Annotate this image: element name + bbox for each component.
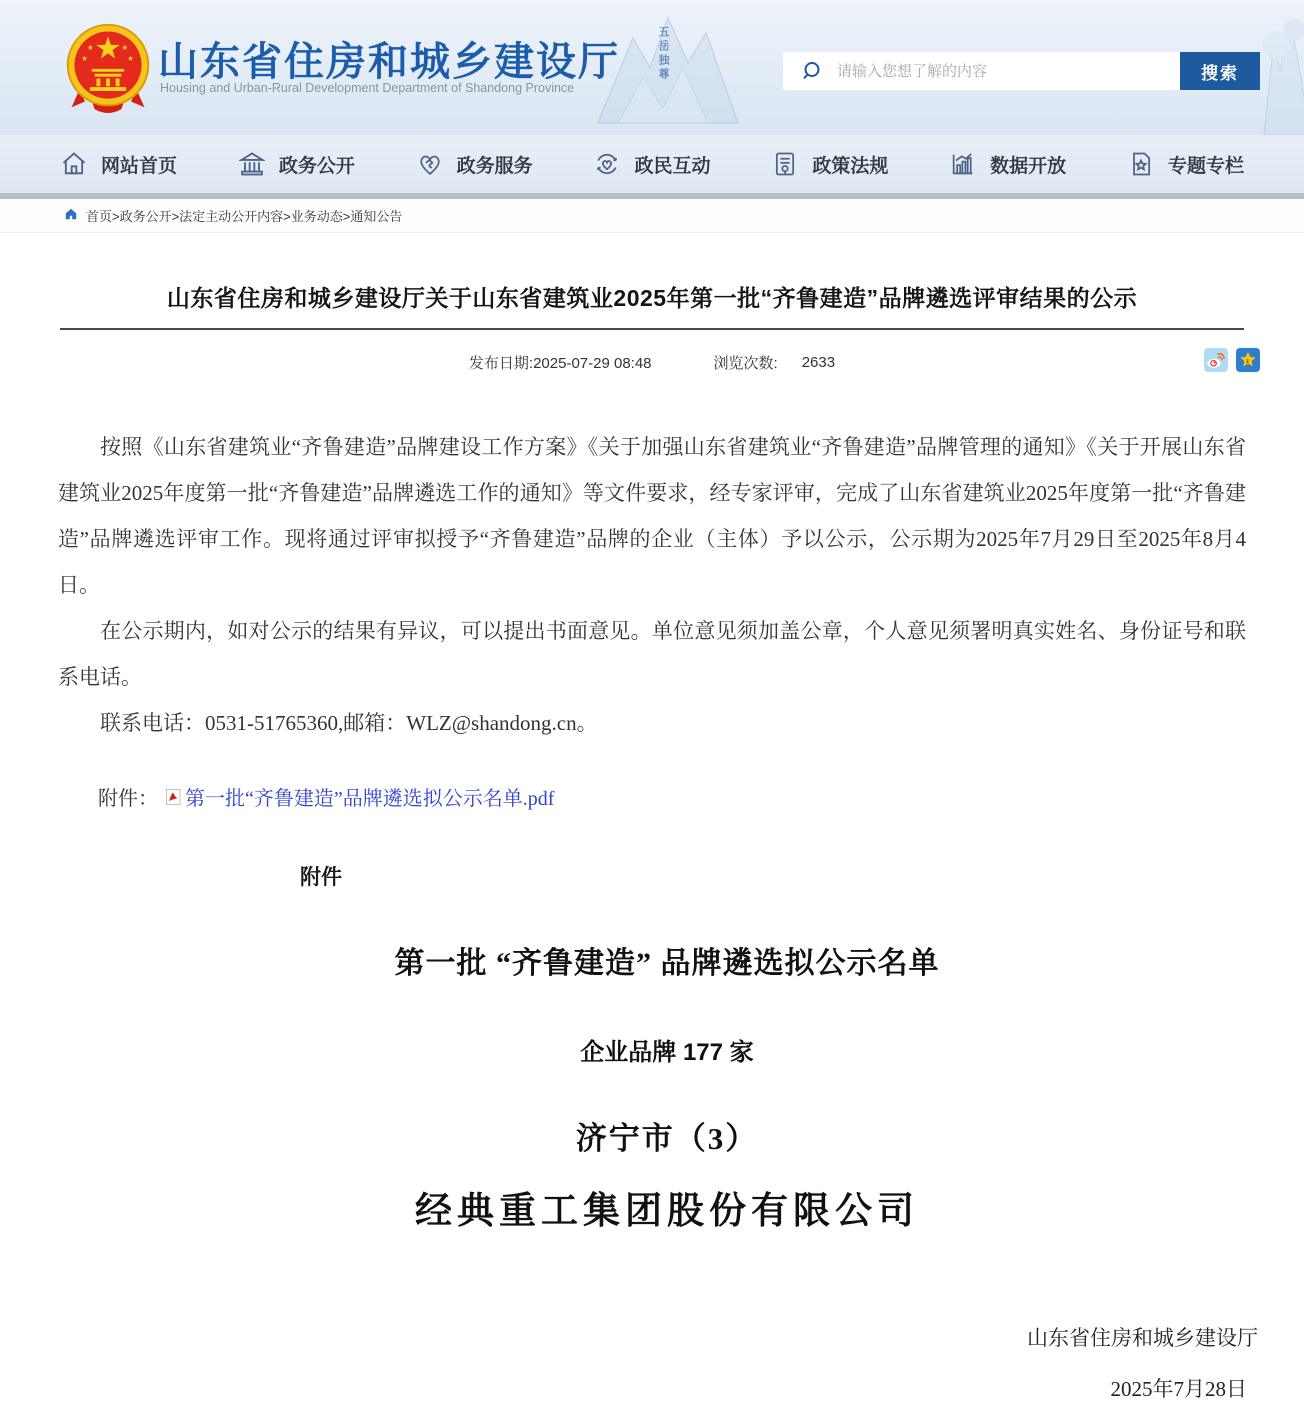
site-header [0, 0, 1304, 135]
attachment-label: 附件： [98, 788, 158, 810]
article-title: 山东省住房和城乡建设厅关于山东省建筑业2025年第一批“齐鲁建造”品牌遴选评审结果的公示 [166, 285, 1138, 311]
policy-document-icon [771, 150, 799, 178]
views-count: 2633 [801, 353, 836, 371]
paragraph: 联系电话：0531-51765360,邮箱：WLZ@shandong.cn。 [100, 711, 598, 735]
paragraph: 在公示期内，如对公示的结果有异议，可以提出书面意见。单位意见须加盖公章，个人意见须署明真实姓名、身份证号和联系电话。 [58, 619, 1246, 689]
qzone-share-icon[interactable] [1236, 348, 1260, 372]
search-input[interactable] [823, 52, 1180, 90]
svg-text:★: ★ [81, 54, 89, 64]
bar-chart-icon [949, 150, 977, 178]
search-bar [783, 52, 1260, 90]
nav-label: 政务服务 [456, 155, 533, 177]
breadcrumb-home-icon [64, 207, 78, 224]
nav-label: 网站首页 [101, 155, 178, 177]
breadcrumb [0, 199, 1304, 233]
preview-city-group: 济宁市（3） [575, 1121, 759, 1156]
nav-label: 政务公开 [278, 155, 355, 177]
svg-text:z: z [1246, 359, 1249, 365]
nav-label: 专题专栏 [1167, 155, 1244, 177]
search-icon [783, 60, 823, 82]
attachment-link[interactable]: 第一批“齐鲁建造”品牌遴选拟公示名单.pdf [185, 788, 555, 810]
site-title: 山东省住房和城乡建设厅 [158, 40, 620, 84]
preview-signature: 山东省住房和城乡建设厅 [1027, 1326, 1258, 1350]
nav-item-policies[interactable] [771, 150, 888, 178]
attachment-row [58, 782, 1246, 811]
svg-text:★: ★ [127, 54, 135, 64]
title-rule [60, 328, 1244, 330]
bank-icon [238, 150, 266, 178]
publish-date: 发布日期:2025-07-29 08:48 [468, 354, 652, 372]
nav-item-public-interaction[interactable] [593, 150, 710, 178]
pdf-icon [166, 789, 181, 805]
preview-title: 第一批 “齐鲁建造” 品牌遴选拟公示名单 [394, 947, 940, 980]
share-icons [1204, 348, 1260, 372]
preview-company: 经典重工集团股份有限公司 [415, 1191, 919, 1232]
attachment-preview [30, 861, 1304, 1403]
national-emblem [62, 20, 154, 114]
heart-interaction-icon [593, 150, 621, 178]
nav-item-special-columns[interactable] [1127, 150, 1244, 178]
handshake-icon [416, 150, 444, 178]
nav-item-open-data[interactable] [949, 150, 1066, 178]
search-button[interactable]: 搜索 [1180, 52, 1260, 90]
nav-item-home[interactable] [60, 150, 177, 178]
nav-label: 政策法规 [812, 155, 889, 177]
nav-item-gov-disclosure[interactable] [238, 150, 355, 178]
preview-sign-date: 2025年7月28日 [1110, 1377, 1247, 1401]
mountain-seal-text: 五岳独尊 [657, 26, 669, 82]
article-body [58, 424, 1246, 746]
main-nav [0, 135, 1304, 193]
svg-text:★: ★ [121, 42, 129, 52]
breadcrumb-path[interactable]: 首页>政务公开>法定主动公开内容>业务动态>通知公告 [86, 209, 403, 224]
weibo-share-icon[interactable] [1204, 348, 1228, 372]
home-icon [60, 150, 88, 178]
preview-subtitle: 企业品牌 177 家 [580, 1039, 754, 1066]
preview-heading: 附件 [300, 866, 342, 889]
nav-label: 数据开放 [990, 155, 1067, 177]
nav-item-gov-services[interactable] [416, 150, 533, 178]
nav-label: 政民互动 [634, 155, 711, 177]
svg-text:★: ★ [86, 42, 94, 52]
article-main [0, 280, 1304, 1403]
views-label: 浏览次数: [713, 354, 778, 372]
article-meta [0, 350, 1304, 374]
paragraph: 按照《山东省建筑业“齐鲁建造”品牌建设工作方案》《关于加强山东省建筑业“齐鲁建造”品牌管理的通知》《关于开展山东省建筑业2025年度第一批“齐鲁建造”品牌遴选工作的通知》等文件要求，经专家评审，完成了山东省建筑业2025年度第一批“齐鲁建造”品牌遴选评审工作。现将通过评审拟授予“齐鲁建造”品牌的企业（主体）予以公示，公示期为2025年7月29日至2025年8月4日。 [58, 435, 1246, 597]
star-document-icon [1127, 150, 1155, 178]
site-subtitle: Housing and Urban-Rural Development Department of Shandong Province [160, 81, 575, 95]
